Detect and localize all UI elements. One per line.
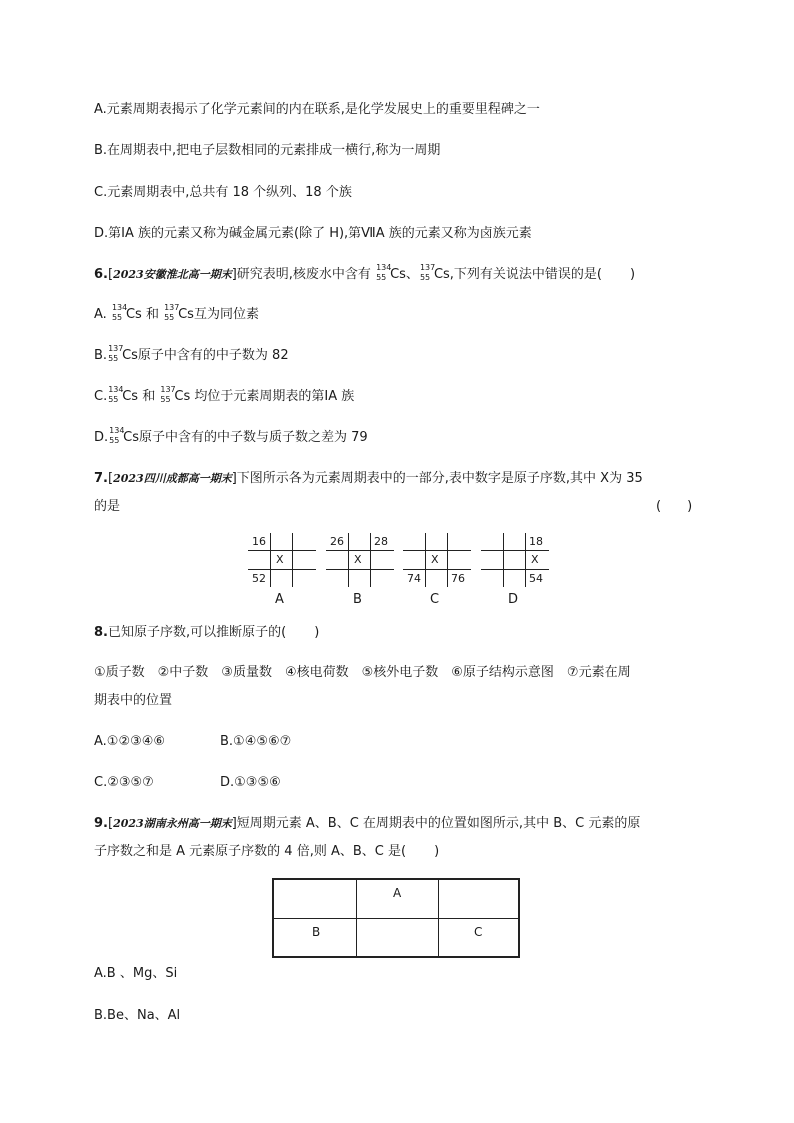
cell-a: A bbox=[393, 886, 402, 900]
atomic-number: 28 bbox=[374, 535, 388, 548]
q6-option-d: D. 134 55 Cs原子中含有的中子数与质子数之差为 79 bbox=[94, 426, 368, 445]
periodic-grid-c bbox=[403, 533, 471, 587]
atomic-number: 16 bbox=[252, 535, 266, 548]
atomic-number: 74 bbox=[407, 572, 421, 585]
isotope-cs134: 134 55 bbox=[376, 263, 392, 282]
q9-stem: 9.[2023湖南永州高一期末]短周期元素 A、B、C 在周期表中的位置如图所示,其中 B、C 元素的原 bbox=[94, 816, 641, 831]
grid-label-a: A bbox=[275, 592, 284, 607]
q8-option-b: B.①④⑤⑥⑦ bbox=[220, 734, 292, 749]
q5-option-c: C.元素周期表中,总共有 18 个纵列、18 个族 bbox=[94, 185, 352, 200]
question-number: 6 bbox=[94, 267, 104, 282]
q9-stem-cont: 子序数之和是 A 元素原子序数的 4 倍,则 A、B、C 是( ) bbox=[94, 844, 440, 859]
q7-stem-cont: 的是 bbox=[94, 499, 121, 514]
question-number: 8 bbox=[94, 625, 104, 640]
grid-label-b: B bbox=[353, 592, 362, 607]
atomic-number: 18 bbox=[529, 535, 543, 548]
q8-stem: 8.已知原子序数,可以推断原子的( ) bbox=[94, 625, 320, 640]
q5-option-b: B.在周期表中,把电子层数相同的元素排成一横行,称为一周期 bbox=[94, 143, 441, 158]
answer-paren: ( ) bbox=[656, 499, 693, 514]
atomic-number: 76 bbox=[451, 572, 465, 585]
periodic-grid-a bbox=[248, 533, 316, 587]
periodic-grid-b bbox=[326, 533, 394, 587]
element-x: X bbox=[276, 553, 284, 566]
q8-items: ①质子数 ②中子数 ③质量数 ④核电荷数 ⑤核外电子数 ⑥原子结构示意图 ⑦元素在周 bbox=[94, 665, 631, 680]
element-x: X bbox=[354, 553, 362, 566]
q9-option-a: A.B 、Mg、Si bbox=[94, 966, 178, 981]
cell-c: C bbox=[474, 925, 483, 939]
q6-stem: 6.[2023安徽淮北高一期末]研究表明,核废水中含有 134 55 Cs、 137 55 Cs,下列有关说法中错误的是( ) bbox=[94, 263, 636, 282]
q8-option-d: D.①③⑤⑥ bbox=[220, 775, 281, 790]
question-number: 9 bbox=[94, 816, 104, 831]
atomic-number: 52 bbox=[252, 572, 266, 585]
question-source: 2023四川成都高一期末 bbox=[113, 472, 232, 485]
q6-option-a: A. 134 55 Cs 和 137 55 Cs互为同位素 bbox=[94, 303, 259, 322]
periodic-position-table bbox=[272, 878, 520, 958]
grid-label-c: C bbox=[430, 592, 440, 607]
cell-b: B bbox=[312, 925, 321, 939]
q8-option-a: A.①②③④⑥ bbox=[94, 734, 166, 749]
atomic-number: 54 bbox=[529, 572, 543, 585]
q8-option-c: C.②③⑤⑦ bbox=[94, 775, 154, 790]
q5-option-a: A.元素周期表揭示了化学元素间的内在联系,是化学发展史上的重要里程碑之一 bbox=[94, 102, 540, 117]
grid-label-d: D bbox=[508, 592, 519, 607]
q9-option-b: B.Be、Na、Al bbox=[94, 1008, 181, 1023]
q5-option-d: D.第ⅠA 族的元素又称为碱金属元素(除了 H),第ⅦA 族的元素又称为卤族元素 bbox=[94, 226, 532, 241]
question-number: 7 bbox=[94, 471, 104, 486]
q6-option-b: B. 137 55 Cs原子中含有的中子数为 82 bbox=[94, 344, 289, 363]
q8-items-cont: 期表中的位置 bbox=[94, 693, 173, 708]
q7-stem: 7.[2023四川成都高一期末]下图所示各为元素周期表中的一部分,表中数字是原子序数,其中 X为 35 bbox=[94, 471, 643, 486]
periodic-grid-d bbox=[481, 533, 549, 587]
question-source: 2023安徽淮北高一期末 bbox=[113, 268, 232, 281]
atomic-number: 26 bbox=[330, 535, 344, 548]
q6-option-c: C. 134 55 Cs 和 137 55 Cs 均位于元素周期表的第ⅠA 族 bbox=[94, 385, 355, 404]
element-x: X bbox=[431, 553, 439, 566]
element-x: X bbox=[531, 553, 539, 566]
isotope-cs137: 137 55 bbox=[419, 263, 436, 282]
question-source: 2023湖南永州高一期末 bbox=[113, 817, 232, 830]
